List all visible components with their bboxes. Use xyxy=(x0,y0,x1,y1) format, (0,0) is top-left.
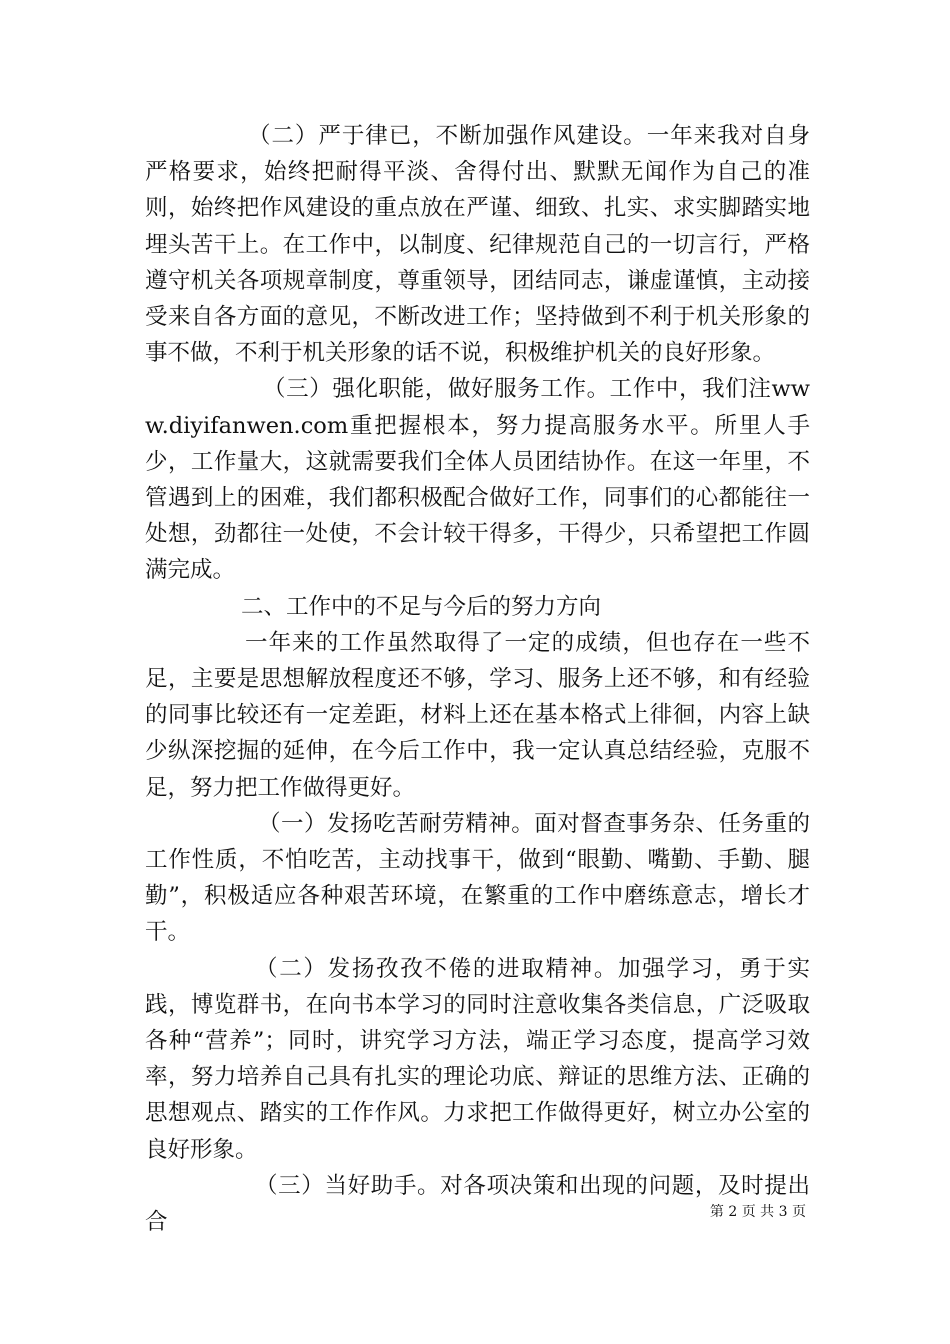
paragraph-enterprising-spirit: （二）发扬孜孜不倦的进取精神。加强学习，勇于实践，博览群书，在向书本学习的同时注意收集各类信息，广泛吸取各种“营养”；同时，讲究学习方法，端正学习态度，提高学习效率，努力培养自己具有扎实的理论功底、辩证的思维方法、正确的思想观点、踏实的工作作风。力求把工作做得更好，树立办公室的良好形象。 xyxy=(145,955,810,1163)
paragraph-service-work: （三）强化职能，做好服务工作。工作中，我们注www.diyifanwen.com重把握根本，努力提高服务水平。所里人手少，工作量大，这就需要我们全体人员团结协作。在这一年里，不管遇到上的困难，我们都积极配合做好工作，同事们的心都能往一处想，劲都往一处使，不会计较干得多，干得少，只希望把工作圆满完成。 xyxy=(145,376,810,584)
paragraph-hard-work-spirit: （一）发扬吃苦耐劳精神。面对督查事务杂、任务重的工作性质，不怕吃苦，主动找事干，做到“眼勤、嘴勤、手勤、腿勤”，积极适应各种艰苦环境，在繁重的工作中磨练意志，增长才干。 xyxy=(145,810,810,946)
paragraph-good-assistant: （三）当好助手。对各项决策和出现的问题，及时提出合 xyxy=(145,1172,810,1236)
paragraph-work-style: （二）严于律已，不断加强作风建设。一年来我对自身严格要求，始终把耐得平淡、舍得付出、默默无闻作为自己的准则，始终把作风建设的重点放在严谨、细致、扎实、求实脚踏实地埋头苦干上。在工作中，以制度、纪律规范自己的一切言行，严格遵守机关各项规章制度，尊重领导，团结同志，谦虚谨慎，主动接受来自各方面的意见，不断改进工作；坚持做到不利于机关形象的事不做，不利于机关形象的话不说，积极维护机关的良好形象。 xyxy=(145,123,810,367)
document-body xyxy=(145,118,810,1240)
section-heading-shortcomings: 二、工作中的不足与今后的努力方向 xyxy=(241,593,602,620)
paragraph-shortcomings: 一年来的工作虽然取得了一定的成绩，但也存在一些不足，主要是思想解放程度还不够，学习、服务上还不够，和有经验的同事比较还有一定差距，材料上还在基本格式上徘徊，内容上缺少纵深挖掘的延伸，在今后工作中，我一定认真总结经验，克服不足，努力把工作做得更好。 xyxy=(145,629,810,801)
page-number-footer: 第 2 页 共 3 页 xyxy=(709,1204,806,1220)
